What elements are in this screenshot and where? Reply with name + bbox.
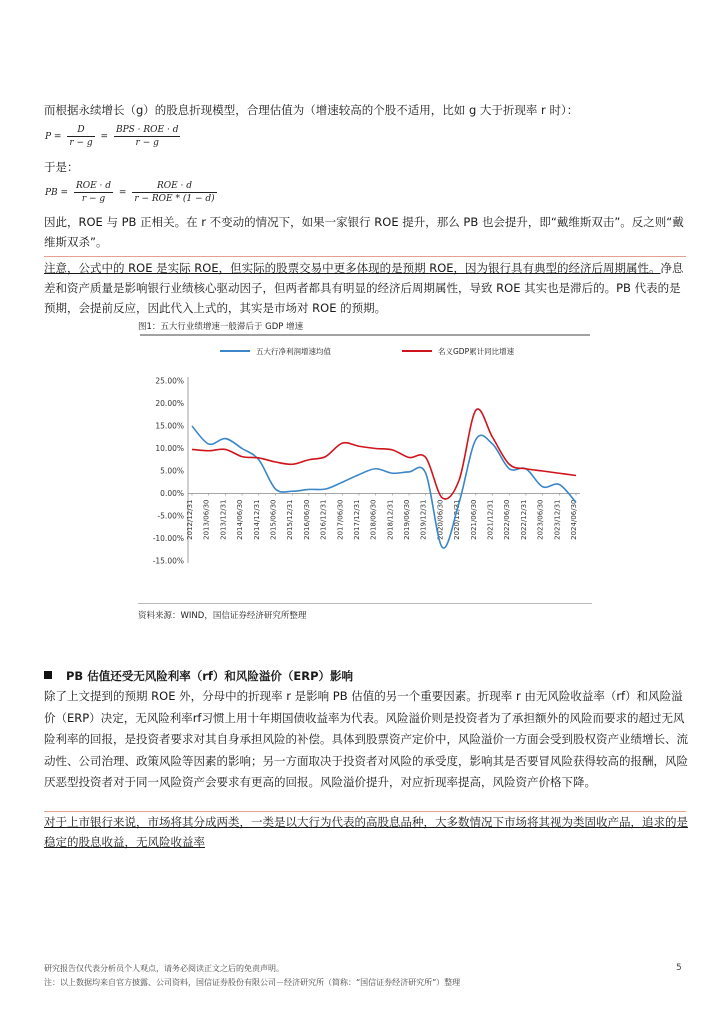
x-tick-label: 2023/12/31 [553, 499, 562, 540]
figure-divider [138, 603, 592, 604]
x-tick-label: 2013/12/31 [219, 499, 228, 540]
y-tick-label: 10.00% [155, 444, 184, 453]
paragraph-roe-note: 注意，公式中的 ROE 是实际 ROE，但实际的股票交易中更多体现的是预期 ROE，因为银行具有典型的经济后周期属性。净息差和资产质量是影响银行业绩核心驱动因子，但两者都具有明显的经济后周期属性，导致 ROE 其实也是滞后的。PB 代表的是预期，会提前反应，因此代入上式的，其实是市场对 ROE 的预期。 [44, 261, 684, 315]
legend-label-net-profit: 五大行净利润增速均值 [256, 347, 331, 356]
paragraph-listed-banks: 对于上市银行来说，市场将其分成两类，一类是以大行为代表的高股息品种，大多数情况下市场将其视为类固收产品，追求的是稳定的股息收益，无风险收益率 [44, 815, 688, 849]
y-tick-label: -10.00% [152, 534, 184, 543]
y-tick-label: 5.00% [160, 466, 184, 476]
x-tick-label: 2016/06/30 [302, 499, 311, 540]
text-therefore: 于是： [44, 160, 79, 174]
figure-source: 资料来源：WIND，国信证券经济研究所整理 [138, 611, 307, 621]
x-tick-label: 2018/12/31 [386, 499, 395, 540]
divider [44, 256, 686, 257]
x-tick-label: 2016/12/31 [319, 499, 328, 540]
page-number: 5 [676, 963, 682, 973]
x-tick-label: 2021/06/30 [469, 499, 478, 540]
x-tick-label: 2015/12/31 [286, 499, 295, 540]
x-tick-label: 2022/06/30 [503, 499, 512, 540]
paragraph-discount-rate: 除了上文提到的预期 ROE 外，分母中的折现率 r 是影响 PB 估值的另一个重要因素。折现率 r 由无风险收益率（rf）和风险溢价（ERP）决定，无风险利率rf习惯上用十年期国债收益率为代表。风险溢价则是投资者为了承担额外的风险而要求的超过无风险利率的回报，是投资者要求对其自身承担风险的补偿。具体到股票资产定价中，风险溢价一方面会受到股权资产业绩增长、流动性、公司治理、政策风险等因素的影响；另一方面取决于投资者对风险的承受度，影响其是否要冒风险获得较高的报酬，风险厌恶型投资者对于同一风险资产会要求有更高的回报。风险溢价提升，对应折现率提高，风险资产价格下降。 [44, 689, 688, 789]
y-tick-label: 25.00% [155, 376, 184, 386]
x-tick-label: 2014/12/31 [252, 499, 261, 540]
y-tick-label: 20.00% [155, 399, 184, 408]
x-tick-label: 2017/06/30 [336, 499, 345, 540]
figure-title: 图1：五大行业绩增速一般滞后于 GDP 增速 [138, 322, 304, 332]
legend-label-gdp: 名义GDP累计同比增速 [438, 347, 515, 356]
bullet-square-icon [44, 671, 52, 679]
x-tick-label: 2013/06/30 [202, 499, 211, 540]
y-tick-label: -15.00% [152, 556, 184, 566]
paragraph-davis: 因此，ROE 与 PB 正相关。在 r 不变动的情况下，如果一家银行 ROE 提升，那么 PB 也会提升，即“戴维斯双击”。反之则“戴维斯双杀”。 [44, 215, 684, 249]
formula-p: P = $\frac{D}{r - g}$ = $\frac{\text{BPS · ROE · d}}{r - g}$ [45, 125, 179, 148]
x-tick-label: 2020/12/31 [453, 499, 462, 540]
chart [140, 334, 590, 596]
paragraph-ddm-intro: 而根据永续增长（g）的股息折现模型，合理估值为（增速较高的个股不适用，比如 g 大于折现率 r 时）： [44, 103, 579, 117]
x-tick-label: 2024/06/30 [570, 499, 578, 540]
x-tick-label: 2018/06/30 [369, 499, 378, 540]
x-tick-label: 2014/06/30 [236, 499, 245, 540]
x-tick-label: 2023/06/30 [536, 499, 545, 540]
section-title-pb-valuation: PB 估值还受无风险利率（rf）和风险溢价（ERP）影响 [44, 668, 353, 684]
series-line-net-profit [192, 426, 576, 548]
x-tick-label: 2022/12/31 [519, 499, 528, 540]
underlined-note: 注意，公式中的 ROE 是实际 ROE，但实际的股票交易中更多体现的是预期 ROE，因为银行具有典型的经济后周期属性。 [44, 261, 661, 275]
x-tick-label: 2020/06/30 [436, 499, 445, 540]
x-tick-label: 2012/12/31 [186, 499, 194, 540]
x-tick-label: 2017/12/31 [352, 499, 361, 540]
x-tick-label: 2021/12/31 [486, 499, 495, 540]
y-tick-label: 15.00% [155, 421, 184, 431]
y-tick-label: 0.00% [160, 489, 184, 498]
y-tick-label: -5.00% [157, 511, 184, 521]
series-line-gdp [192, 409, 576, 499]
footer-note: 注：以上数据均来自官方披露、公司资料，国信证券股份有限公司－经济研究所（简称：“国信证券经济研究所”）整理 [44, 978, 461, 987]
footer-disclaimer: 研究报告仅代表分析员个人观点，请务必阅读正文之后的免责声明。 [44, 964, 284, 973]
x-tick-label: 2019/12/31 [419, 499, 428, 540]
x-tick-label: 2019/06/30 [403, 499, 412, 540]
formula-pb: PB = $\frac{\text{ROE · d}}{r - g}$ = $\frac{\text{ROE · d}}{\text{r − ROE * (1 − d)}}$ [45, 181, 215, 204]
x-tick-label: 2015/06/30 [269, 499, 278, 540]
